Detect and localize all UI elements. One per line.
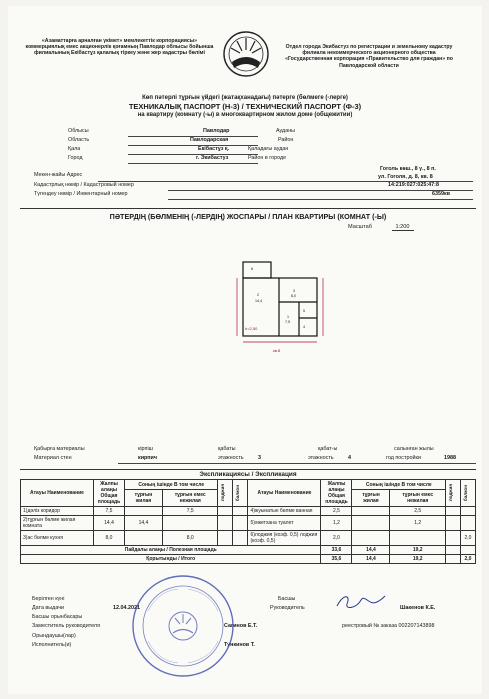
wall-value-ru: кирпич	[138, 455, 158, 461]
useful-area-row	[21, 546, 476, 555]
row-loggia	[218, 531, 233, 546]
useful-living: 14,4	[352, 546, 390, 555]
divider	[128, 145, 258, 146]
official-stamp-icon	[128, 571, 238, 681]
row-name: 5)әжетхана туалет	[248, 516, 321, 531]
table-row	[21, 531, 476, 546]
title-line-1: Көп пәтерлі тұрғын үйдегі (жатақханадағы) пәтерге (бөлмеге (-лерге)	[142, 95, 348, 101]
floors-label-kz: қабаты	[218, 446, 236, 452]
total-row	[21, 555, 476, 564]
scale-value: 1:200	[392, 224, 414, 231]
kala-audan-label: Қаладағы аудан	[248, 146, 289, 152]
row-total: 7,5	[94, 507, 125, 516]
svg-text:3: 3	[293, 289, 295, 293]
raion-v-gorode-label: Район в городе	[248, 155, 287, 161]
year-value: 1988	[444, 455, 456, 461]
row-name: 4)жуынатын бөлме ванная	[248, 507, 321, 516]
raion-label: Район	[278, 137, 294, 143]
explication-title: Экспликациясы / Экспликация	[20, 469, 476, 478]
document-titles	[8, 94, 482, 119]
address-value-ru: ул. Гоголя, д. 8, кв. 8	[378, 174, 433, 180]
col-name-left: Атауы Наименование	[21, 480, 94, 507]
deputy-label-ru: Заместитель руководителя	[32, 623, 100, 629]
kala-value: Екібастұз қ.	[198, 146, 230, 152]
title-line-2: ТЕХНИКАЛЫҚ ПАСПОРТ (Н-3) / ТЕХНИЧЕСКИЙ ПАСПОРТ (Ф-3)	[128, 102, 362, 111]
cadastral-value: 14:219:027:025:47:8	[388, 182, 439, 188]
svg-text:8,0: 8,0	[291, 294, 296, 298]
gorod-label: Город	[68, 155, 83, 161]
inventory-value: 6359кв	[432, 191, 451, 197]
row-total: 14,4	[94, 516, 125, 531]
floor-plan	[233, 256, 353, 366]
col-inc-left: Соның ішінде В том числе	[125, 480, 218, 490]
floor-label-ru: этажность	[308, 455, 334, 461]
row-nonliving: 8,0	[162, 531, 218, 546]
useful-label: Пайдалы алаңы / Полезная площадь	[21, 546, 321, 555]
row-balcony: 2,0	[461, 531, 476, 546]
row-balcony	[461, 516, 476, 531]
title-line-3: на квартиру (комнату (-ы) в многоквартирном жилом доме (общежитии)	[137, 112, 353, 118]
year-label-kz: салынған жылы	[394, 446, 434, 452]
divider	[128, 163, 258, 164]
svg-text:6: 6	[251, 267, 253, 271]
row-living	[125, 531, 163, 546]
col-loggia-right: лоджия	[448, 484, 453, 502]
total-living: 14,4	[352, 555, 390, 564]
table-row	[21, 507, 476, 516]
head-signature-icon	[333, 592, 388, 612]
row-loggia	[446, 507, 461, 516]
floor-label-kz: қабат-ы	[318, 446, 338, 452]
explication-table	[20, 479, 476, 564]
head-name: Шакенов К.Е.	[400, 605, 436, 611]
plan-height-label: h=2,50	[245, 326, 258, 331]
divider	[168, 199, 473, 200]
plan-flat-label: кв.8	[273, 348, 281, 353]
svg-text:14,4: 14,4	[255, 299, 262, 303]
header-left-text: «Азаматтарға арналған үкімет» мемлекеттік корпорациясы» коммерциялық емес акционерлік қоғамның Павлодар облысы бойынша филиалының Екібастұз қалалық тіркеу және жер кадастры бөлімі	[25, 38, 214, 57]
row-name: 3)ас бөлме кухня	[21, 531, 94, 546]
executor-name: Тункинов Т.	[224, 642, 255, 648]
divider	[168, 190, 473, 191]
row-name: 6)лоджия (коэф. 0,5) лоджия (коэф. 0,5)	[248, 531, 321, 546]
row-nonliving	[390, 531, 446, 546]
row-balcony	[233, 516, 248, 531]
order-number	[342, 623, 435, 629]
col-nonliving-left: тұрғын емес нежилая	[162, 490, 218, 507]
row-nonliving: 7,5	[162, 507, 218, 516]
svg-text:7,5: 7,5	[285, 320, 290, 324]
row-name: 2)тұрғын бөлме жилая комната	[21, 516, 94, 531]
row-living	[352, 507, 390, 516]
wall-label-ru: Материал стен	[34, 455, 72, 461]
address-label: Мекен-жайы Адрес	[34, 172, 83, 178]
row-total: 8,0	[94, 531, 125, 546]
row-living	[352, 531, 390, 546]
oblys-label: Облысы	[68, 128, 89, 134]
row-loggia	[446, 531, 461, 546]
issued-value: 12.04.2021	[113, 605, 140, 611]
row-nonliving: 1,2	[390, 516, 446, 531]
head-label-kz: Басшы	[278, 596, 296, 602]
row-total: 2,5	[321, 507, 352, 516]
cadastral-label: Кадастрлық нөмір / Кадастровый номер	[34, 182, 134, 188]
row-living	[352, 516, 390, 531]
useful-total: 33,6	[321, 546, 352, 555]
issued-label-ru: Дата выдачи	[32, 605, 65, 611]
order-label: реестровый № заказа	[342, 623, 398, 629]
row-name: 1)дәліз коридор	[21, 507, 94, 516]
issued-label: Берілген күні	[32, 596, 65, 602]
row-living: 14,4	[125, 516, 163, 531]
col-loggia-left: лоджия	[220, 484, 226, 502]
row-loggia	[218, 507, 233, 516]
col-balcony-left: балкон	[235, 484, 241, 502]
row-balcony	[461, 507, 476, 516]
row-living	[125, 507, 163, 516]
oblast-label: Область	[68, 137, 90, 143]
total-nonliving: 19,2	[390, 555, 446, 564]
corporation-logo-icon	[222, 30, 270, 78]
row-nonliving: 2,5	[390, 507, 446, 516]
audany-label: Ауданы	[276, 128, 296, 134]
address-value-kz: Гоголь көш., 8 ү., 8 п.	[380, 166, 436, 172]
svg-text:5: 5	[303, 309, 305, 313]
plan-title: ПӘТЕРДІҢ (БӨЛМЕНІҢ (-ЛЕРДІҢ) ЖОСПАРЫ / ПЛАН КВАРТИРЫ (КОМНАТ (-Ы)	[20, 208, 476, 221]
deputy-name: Сагинов Е.Т.	[224, 623, 258, 629]
row-total: 2,0	[321, 531, 352, 546]
row-total: 1,2	[321, 516, 352, 531]
row-balcony	[233, 507, 248, 516]
col-nonliving-right: тұрғын емес нежилая	[390, 490, 446, 507]
svg-text:2: 2	[257, 293, 259, 297]
row-loggia	[446, 516, 461, 531]
useful-nonliving: 19,2	[390, 546, 446, 555]
total-label: Қорытынды / Итого	[21, 555, 321, 564]
oblast-value: Павлодарская	[190, 137, 229, 143]
col-balcony-right: балкон	[463, 484, 468, 502]
wall-value-kz: кірпіш	[138, 446, 153, 452]
row-loggia	[218, 516, 233, 531]
col-name-right: Атауы Наименование	[248, 480, 321, 507]
col-total-right: Жалпы алаңы Общая площадь	[321, 480, 352, 507]
head-label-ru: Руководитель	[270, 605, 305, 611]
svg-text:1: 1	[287, 315, 289, 319]
deputy-label-kz: Басшы орынбасары	[32, 614, 83, 620]
table-row	[21, 516, 476, 531]
floors-value: 3	[258, 455, 261, 461]
order-value: 002207143898	[398, 623, 435, 629]
executor-label-ru: Исполнитель(и)	[32, 642, 72, 648]
col-total-left: Жалпы алаңы Общая площадь	[94, 480, 125, 507]
total-total: 35,6	[321, 555, 352, 564]
row-nonliving	[162, 516, 218, 531]
technical-passport-page	[8, 6, 482, 694]
divider	[118, 463, 476, 464]
header-right-text: Отдел города Экибастуз по регистрации и земельному кадастру филиала некоммерческого акционерного общества «Государственная корпорация «Правительство для граждан» по Павлодарской области	[285, 44, 453, 69]
svg-text:4: 4	[303, 325, 305, 329]
executor-label-kz: Орындаушы(лар)	[32, 633, 76, 639]
year-label-ru: год постройки	[386, 455, 421, 461]
kala-label: Қала	[68, 146, 81, 152]
gorod-value: г. Экибастуз	[196, 155, 229, 161]
inventory-label: Түгендеу нөмір / Инвентарный номер	[34, 191, 128, 197]
divider	[128, 154, 258, 155]
col-inc-right: Соның ішінде В том числе	[352, 480, 446, 490]
oblys-value: Павлодар	[203, 128, 230, 134]
scale-label: Масштаб	[348, 224, 372, 230]
col-living-left: тұрғын жилая	[125, 490, 163, 507]
floor-value: 4	[348, 455, 351, 461]
total-balcony: 2,0	[461, 555, 476, 564]
col-living-right: тұрғын жилая	[352, 490, 390, 507]
scale	[348, 224, 414, 230]
row-balcony	[233, 531, 248, 546]
floors-label-ru: этажность	[218, 455, 244, 461]
wall-label-kz: Қабырға материалы	[34, 446, 85, 452]
